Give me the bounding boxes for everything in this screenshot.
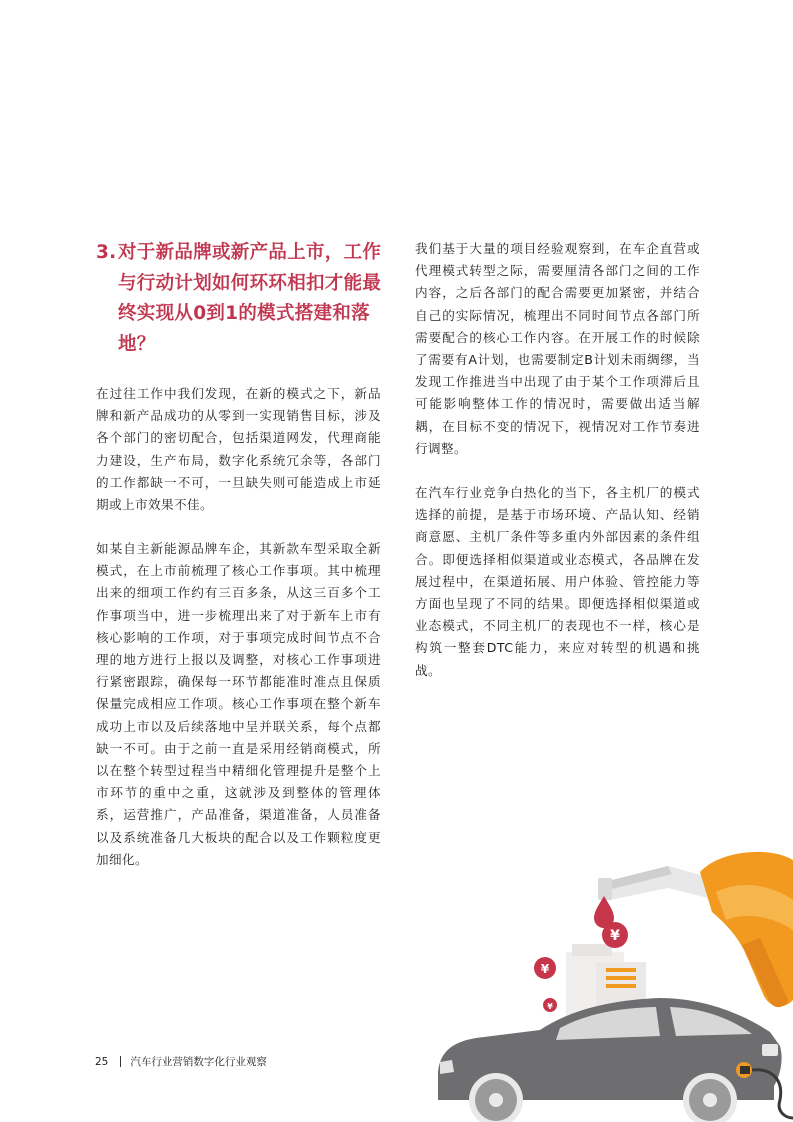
paragraph-4: 在汽车行业竞争白热化的当下，各主机厂的模式选择的前提，是基于市场环境、产品认知、经销商意愿、主机厂条件等多重内外部因素的条件组合。即便选择相似渠道或业态模式，各品牌在发展过程中，在渠道拓展、用户体验、管控能力等方面也呈现了不同的结果。即便选择相似渠道或业态模式，不同主机厂的表现也不一样，核心是构筑一整套DTC能力，来应对转型的机遇和挑战。 bbox=[415, 485, 700, 678]
car-icon bbox=[438, 998, 782, 1122]
section-heading bbox=[96, 238, 388, 360]
yen-symbol: ¥ bbox=[547, 1002, 553, 1011]
car-fuel-illustration bbox=[430, 845, 793, 1122]
footer-divider bbox=[120, 1056, 121, 1067]
page-number: 25 bbox=[95, 1055, 109, 1068]
section-title: 对于新品牌或新产品上市，工作与行动计划如何环环相扣才能最终实现从0到1的模式搭建和落地？ bbox=[118, 242, 382, 355]
paragraph-3: 我们基于大量的项目经验观察到，在车企直营或代理模式转型之际，需要厘清各部门之间的工作内容，之后各部门的配合需要更加紧密，并结合自己的实际情况，梳理出不同时间节点各部门所需要配合的核心工作内容。在开展工作的时候除了需要有A计划，也需要制定B计划未雨绸缪，当发现工作推进当中出现了由于某个工作项滞后且可能影响整体工作的情况时，需要做出适当解耦，在目标不变的情况下，视情况对工作节奏进行调整。 bbox=[415, 241, 700, 456]
yen-symbol: ¥ bbox=[540, 962, 550, 976]
section-number: 3. bbox=[96, 242, 117, 263]
footer-title: 汽车行业营销数字化行业观察 bbox=[130, 1056, 267, 1068]
yen-symbol: ¥ bbox=[610, 928, 620, 944]
page-footer bbox=[95, 1054, 267, 1069]
paragraph-2: 如某自主新能源品牌车企，其新款车型采取全新模式，在上市前梳理了核心工作事项。其中梳理出来的细项工作约有三百多条，从这三百多个工作事项当中，进一步梳理出来了对于新车上市有核心影响的工作项，对于事项完成时间节点不合理的地方进行上报以及调整，对核心工作事项进行紧密跟踪，确保每一环节都能准时准点且保质保量完成相应工作项。核心工作事项在整个新车成功上市以及后续落地中呈并联关系，每个点都缺一不可。由于之前一直是采用经销商模式，所以在整个转型过程当中精细化管理提升是整个上市环节的重中之重，这就涉及到整体的管理体系，运营推广，产品准备，渠道准备，人员准备以及系统准备几大板块的配合以及工作颗粒度更加细化。 bbox=[96, 541, 381, 867]
paragraph-1: 在过往工作中我们发现，在新的模式之下，新品牌和新产品成功的从零到一实现销售目标，涉及各个部门的密切配合，包括渠道网发，代理商能力建设，生产布局，数字化系统冗余等，各部门的工作都缺一不可，一旦缺失则可能造成上市延期或上市效果不佳。 bbox=[96, 386, 381, 513]
